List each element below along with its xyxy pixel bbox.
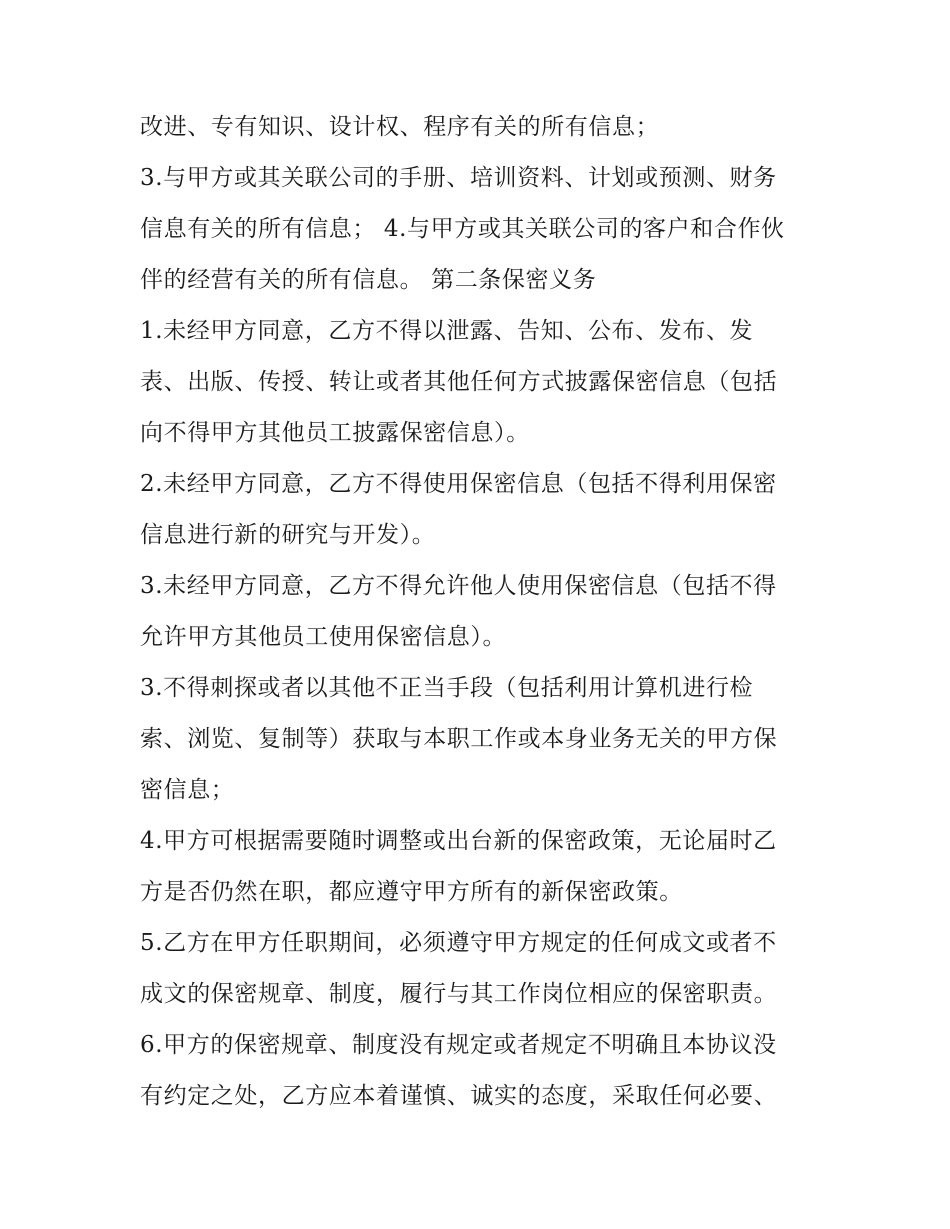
text-line: 2.未经甲方同意，乙方不得使用保密信息（包括不得利用保密 — [140, 471, 777, 497]
text-line: 3.不得刺探或者以其他不正当手段（包括利用计算机进行检 — [140, 675, 754, 701]
text-line: 信息进行新的研究与开发）。 — [140, 522, 436, 548]
text-line: 4.甲方可根据需要随时调整或出台新的保密政策，无论届时乙 — [140, 828, 777, 854]
text-line: 3.与甲方或其关联公司的手册、培训资料、计划或预测、财务 — [140, 165, 777, 191]
text-line: 信息有关的所有信息； 4.与甲方或其关联公司的客户和合作伙 — [140, 216, 785, 242]
text-line: 成文的保密规章、制度，履行与其工作岗位相应的保密职责。 — [140, 981, 778, 1007]
text-line: 向不得甲方其他员工披露保密信息）。 — [140, 420, 530, 446]
text-line: 5.乙方在甲方任职期间，必须遵守甲方规定的任何成文或者不 — [140, 930, 777, 956]
text-line: 密信息； — [140, 777, 235, 803]
text-line: 伴的经营有关的所有信息。 第二条保密义务 — [140, 267, 597, 293]
text-line: 索、浏览、复制等）获取与本职工作或本身业务无关的甲方保 — [140, 726, 778, 752]
text-line: 有约定之处，乙方应本着谨慎、诚实的态度，采取任何必要、 — [140, 1083, 778, 1109]
text-line: 表、出版、传授、转让或者其他任何方式披露保密信息（包括 — [140, 369, 778, 395]
document-body — [140, 102, 820, 1122]
text-line: 1.未经甲方同意，乙方不得以泄露、告知、公布、发布、发 — [140, 318, 754, 344]
text-line: 允许甲方其他员工使用保密信息）。 — [140, 624, 507, 650]
text-line: 3.未经甲方同意，乙方不得允许他人使用保密信息（包括不得 — [140, 573, 777, 599]
text-line: 6.甲方的保密规章、制度没有规定或者规定不明确且本协议没 — [140, 1032, 777, 1058]
text-line: 改进、专有知识、设计权、程序有关的所有信息； — [140, 114, 660, 140]
text-line: 方是否仍然在职，都应遵守甲方所有的新保密政策。 — [140, 879, 683, 905]
